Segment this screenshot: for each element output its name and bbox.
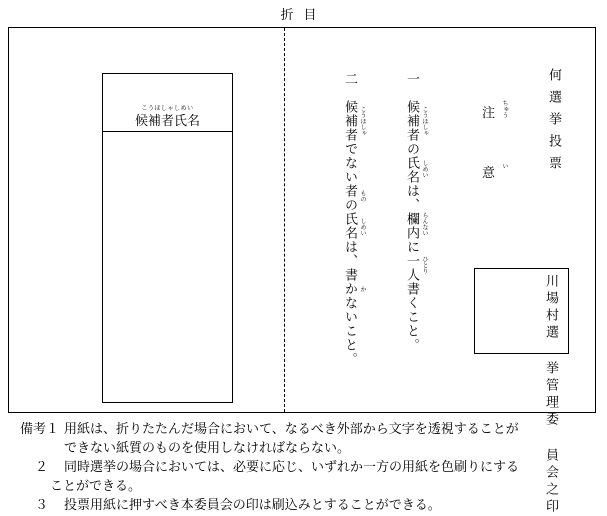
- candidate-name-ruby: こうほしゃしめい: [141, 105, 194, 112]
- item-1-ruby-hitori: ひとり: [421, 256, 428, 274]
- fold-label: 折目: [280, 8, 327, 23]
- fold-line: [284, 28, 285, 412]
- item-2-ruby-kohosha: こうほしゃ: [359, 106, 366, 136]
- seal-line-2: 挙管理委: [543, 361, 558, 429]
- ballot-sheet: [8, 27, 596, 413]
- seal-line-3: 員会之印: [543, 448, 558, 516]
- item-2-number: 二: [342, 72, 357, 86]
- caution-char-2: 意: [482, 166, 496, 181]
- remarks: [20, 420, 600, 515]
- item-2-ruby-ka: か: [359, 286, 366, 292]
- item-1-number: 一: [404, 72, 419, 86]
- caution-ruby-2: い: [501, 163, 508, 169]
- ballot-title: 何選挙投票: [546, 68, 561, 178]
- item-1-ruby-rannai: らんない: [421, 212, 428, 236]
- remark-2-number: ２: [34, 460, 48, 475]
- item-1-text: 候補者の氏名は、欄内に一人書くこと。: [404, 100, 419, 352]
- item-2-ruby-shimei: しめい: [359, 218, 366, 236]
- remark-1-number: 備考１: [20, 422, 60, 437]
- remark-2-text-cont: ことができる。: [50, 479, 142, 494]
- remark-2: [20, 458, 600, 477]
- seal-line-1: 川場村選: [543, 274, 558, 342]
- election-committee-seal: [474, 268, 569, 516]
- remark-3-number: ３: [34, 498, 48, 513]
- remark-1-text: 用紙は、折りたたんだ場合において、なるべき外部から文字を透視することが: [64, 422, 519, 437]
- remark-1-text-cont: できない紙質のものを使用しなければならない。: [64, 441, 351, 456]
- remark-2-text: 同時選挙の場合においては、必要に応じ、いずれか一方の用紙を色刷りにする: [64, 460, 520, 475]
- caution-char-1: 注: [482, 106, 496, 121]
- remark-3-text: 投票用紙に押すべき本委員会の印は刷込みとすることができる。: [64, 498, 441, 513]
- caution-ruby-1: ちゅう: [501, 100, 508, 118]
- remark-3: [20, 496, 600, 515]
- item-1-ruby-shimei: しめい: [421, 160, 428, 178]
- candidate-name-label: 候補者氏名: [134, 114, 200, 129]
- candidate-name-header: [103, 74, 232, 132]
- remark-1: [20, 420, 600, 439]
- item-2-ruby-mono: もの: [359, 190, 366, 202]
- item-1-ruby-kohosha: こうほしゃ: [421, 106, 428, 136]
- item-2-text: 候補者でない者の氏名は、書かないこと。: [342, 100, 357, 366]
- candidate-name-box: [102, 73, 233, 403]
